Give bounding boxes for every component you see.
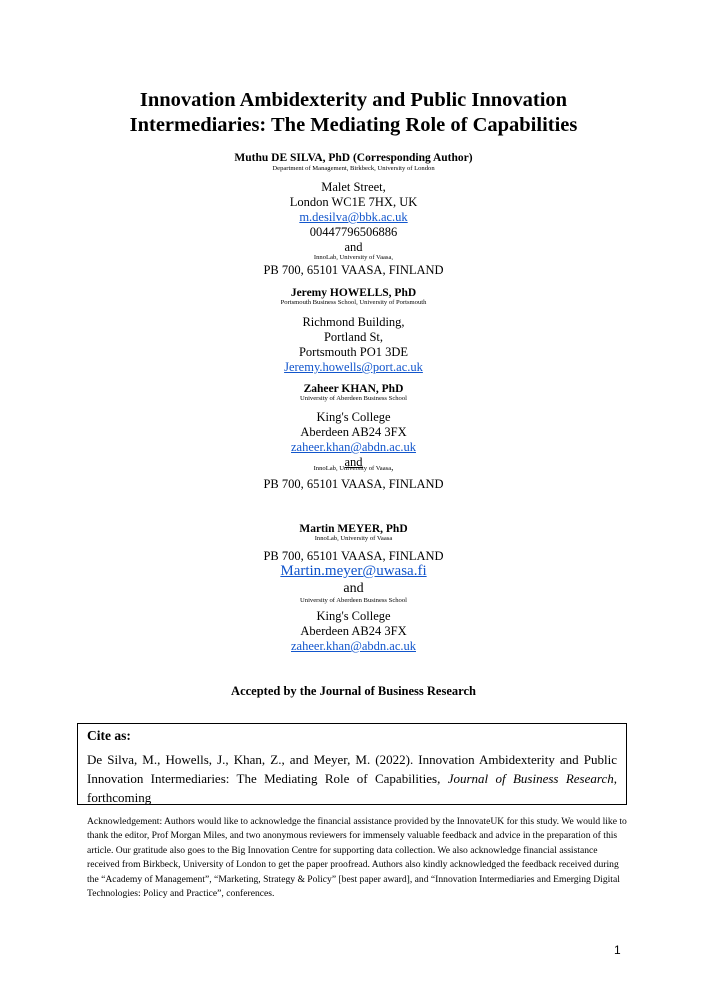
author-2-address-line-3: Portsmouth PO1 3DE xyxy=(298,345,409,359)
author-1-address-line-2: London WC1E 7HX, UK xyxy=(289,195,418,209)
author-2-address-line-1: Richmond Building, xyxy=(302,315,405,329)
author-3-affiliation-2-text: InnoLab, University of Vaasa xyxy=(313,465,392,472)
title-line-1: Innovation Ambidexterity and Public Innovation xyxy=(139,89,568,111)
cite-text xyxy=(87,750,617,807)
author-3-address-line-2: Aberdeen AB24 3FX xyxy=(300,425,407,439)
author-3-and-text: and xyxy=(344,455,363,469)
author-3-address-line-1: King's College xyxy=(316,410,391,424)
cite-label: Cite as: xyxy=(87,728,131,743)
cite-text-main: De Silva, M., Howells, J., Khan, Z., and Meyer, M. (2022). Innovation Ambidexterity and Public Innovation Intermediaries: The Mediating Role of Capabilities, xyxy=(87,752,617,786)
author-4-email[interactable] xyxy=(0,562,707,580)
author-1-affiliation: Department of Management, Birkbeck, University of London xyxy=(272,165,435,172)
paper-title xyxy=(0,88,707,138)
author-1-name: Muthu DE SILVA, PhD (Corresponding Author) xyxy=(234,152,473,164)
cite-text-after: , forthcoming xyxy=(87,771,617,805)
author-3-email[interactable] xyxy=(0,440,707,455)
author-4-email-2-link[interactable]: zaheer.khan@abdn.ac.uk xyxy=(291,639,416,653)
author-4-name: Martin MEYER, PhD xyxy=(299,523,408,535)
author-1-email[interactable] xyxy=(0,210,707,225)
author-2-address-line-2: Portland St, xyxy=(323,330,384,344)
author-1-phone: 00447796506886 xyxy=(309,225,398,239)
author-4-address-2-line-1: King's College xyxy=(316,609,391,623)
cite-journal: Journal of Business Research xyxy=(447,771,614,786)
author-3-affiliation: University of Aberdeen Business School xyxy=(300,395,407,402)
acknowledgement: Acknowledgement: Authors would like to acknowledge the financial assistance provided by the InnovateUK for this study. We would like to thank the editor, Prof Morgan Miles, and two anonymous reviewers for immensely valuable feedback and advice in the preparation of this article. Our gratitude also goes to the Big Innovation Centre for supporting data collection. We also acknowledge financial assistance received from Birkbeck, University of London to get the paper proofread. Authors also kindly acknowledged the feedback received during the “Academy of Management”, “Marketing, Strategy & Policy” [best paper award], and “Innovation Intermediaries and Emerging Digital Technologies: Policy and Practice”, conferences. xyxy=(87,816,627,900)
author-2-email-link[interactable]: Jeremy.howells@port.ac.uk xyxy=(284,360,423,374)
cite-box xyxy=(77,723,627,805)
author-2-affiliation: Portsmouth Business School, University of Portsmouth xyxy=(280,299,427,306)
accepted-notice: Accepted by the Journal of Business Research xyxy=(231,684,476,698)
author-3-affiliation-2 xyxy=(0,463,707,473)
author-1-address-line-1: Malet Street, xyxy=(321,180,386,194)
author-3-name: Zaheer KHAN, PhD xyxy=(303,383,404,395)
author-4-affiliation-2: University of Aberdeen Business School xyxy=(300,597,407,604)
title-line-2: Intermediaries: The Mediating Role of Capabilities xyxy=(129,114,578,136)
author-3-affiliation-2-suffix: , xyxy=(391,462,394,472)
author-1-and: and xyxy=(344,240,363,254)
author-3-address-2: PB 700, 65101 VAASA, FINLAND xyxy=(263,477,444,491)
author-1-email-link[interactable]: m.desilva@bbk.ac.uk xyxy=(299,210,408,224)
author-2-email[interactable] xyxy=(0,360,707,375)
author-2-name: Jeremy HOWELLS, PhD xyxy=(290,287,417,299)
author-4-affiliation: InnoLab, University of Vaasa xyxy=(314,535,393,542)
author-3-email-link[interactable]: zaheer.khan@abdn.ac.uk xyxy=(291,440,416,454)
author-4-email-2[interactable] xyxy=(0,639,707,654)
author-4-and: and xyxy=(343,581,364,596)
page-number: 1 xyxy=(614,943,621,957)
author-4-email-link[interactable]: Martin.meyer@uwasa.fi xyxy=(280,563,427,579)
author-1-affiliation-2: InnoLab, University of Vaasa, xyxy=(313,254,394,261)
author-1-address-2: PB 700, 65101 VAASA, FINLAND xyxy=(263,263,444,277)
author-4-address-line-1: PB 700, 65101 VAASA, FINLAND xyxy=(263,549,444,563)
author-4-address-2-line-2: Aberdeen AB24 3FX xyxy=(300,624,407,638)
